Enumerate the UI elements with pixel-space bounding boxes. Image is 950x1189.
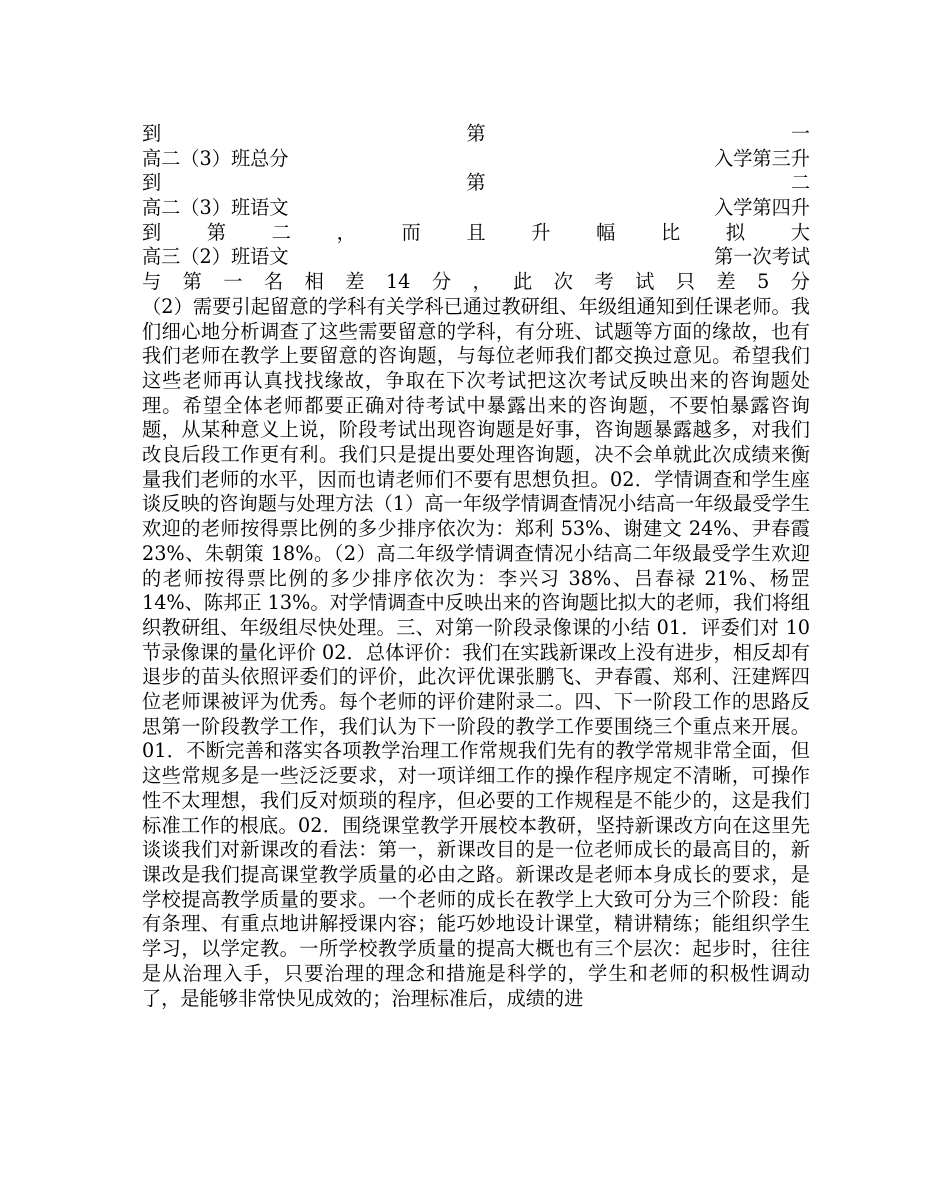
cell-text: 第 <box>466 122 486 145</box>
table-row <box>142 147 810 172</box>
cell-text: 分 <box>790 270 810 294</box>
table-row <box>142 196 810 221</box>
cell-text: 升 <box>531 220 551 244</box>
cell-text: 第 <box>182 270 202 294</box>
cell-text: 到 <box>142 171 162 195</box>
cell-text: ， <box>472 270 492 294</box>
row-label: 高三（2）班语文 <box>142 245 289 269</box>
table-row <box>142 171 810 196</box>
table-row <box>142 270 810 295</box>
cell-text: 幅 <box>596 220 616 244</box>
row-value: 第一次考试 <box>714 245 810 269</box>
row-value: 入学第三升 <box>714 146 810 170</box>
cell-text: 第 <box>206 220 227 244</box>
cell-text: 名 <box>263 270 284 294</box>
cell-text: ， <box>336 220 356 244</box>
cell-text: 相 <box>304 270 324 294</box>
row-label: 高二（3）班语文 <box>142 196 289 220</box>
cell-text: 一 <box>223 270 243 294</box>
table-row <box>142 221 810 246</box>
cell-text: 只 <box>675 270 695 294</box>
document-page <box>142 122 810 1011</box>
cell-text: 大 <box>790 220 810 244</box>
cell-text: 差 <box>716 270 736 294</box>
cell-text: 拟 <box>725 220 746 244</box>
cell-text: 此 <box>513 270 533 294</box>
cell-text: 到 <box>142 122 162 145</box>
cell-text: 比 <box>661 220 681 244</box>
cell-text: 到 <box>142 220 162 244</box>
body-paragraph: （2）需要引起留意的学科有关学科已通过教研组、年级组通知到任课老师。我们细心地分析调查了这些需要留意的学科，有分班、试题等方面的缘故，也有我们老师在教学上要留意的咨询题，与每位老师我们都交换过意见。希望我们这些老师再认真找找缘故，争取在下次考试把这次考试反映出来的咨询题处理。希望全体老师都要正确对待考试中暴露出来的咨询题，不要怕暴露咨询题，从某种意义上说，阶段考试出现咨询题是好事，咨询题暴露越多，对我们改良后段工作更有利。我们只是提出要处理咨询题，决不会单就此次成绩来衡量我们老师的水平，因而也请老师们不要有思想负担。02．学情调查和学生座谈反映的咨询题与处理方法（1）高一年级学情调查情况小结高一年级最受学生欢迎的老师按得票比例的多少排序依次为：郑利 53%、谢建文 24%、尹春霞 23%、朱朝策 18%。（2）高二年级学情调查情况小结高二年级最受学生欢迎的老师按得票比例的多少排序依次为：李兴习 38%、吕春禄 21%、杨罡 14%、陈邦正 13%。对学情调查中反映出来的咨询题比拟大的老师，我们将组织教研组、年级组尽快处理。三、对第一阶段录像课的小结 01．评委们对 10 节录像课的量化评价 02．总体评价：我们在实践新课改上没有进步，相反却有退步的苗头依照评委们的评价，此次评优课张鹏飞、尹春霞、郑利、汪建辉四位老师课被评为优秀。每个老师的评价建附录二。四、下一阶段工作的思路反思第一阶段教学工作，我们认为下一阶段的教学工作要围绕三个重点来开展。01．不断完善和落实各项教学治理工作常规我们先有的教学常规非常全面，但这些常规多是一些泛泛要求，对一项详细工作的操作程序规定不清晰，可操作性不太理想，我们反对烦琐的程序，但必要的工作规程是不能少的，这是我们标准工作的根底。02．围绕课堂教学开展校本教研，坚持新课改方向在这里先谈谈我们对新课改的看法：第一，新课改目的是一位老师成长的最高目的，新课改是我们提高课堂教学质量的必由之路。新课改是老师本身成长的要求，是学校提高教学质量的要求。一个老师的成长在教学上大致可分为三个阶段：能有条理、有重点地讲解授课内容；能巧妙地设计课堂，精讲精练；能组织学生学习，以学定教。一所学校教学质量的提高大概也有三个层次：起步时，往往是从治理入手，只要治理的理念和措施是科学的，学生和老师的积极性调动了，是能够非常快见成效的；治理标准后，成绩的进 <box>142 294 810 1010</box>
table-row <box>142 122 810 147</box>
row-value: 入学第四升 <box>714 196 810 220</box>
cell-text: 差 <box>345 270 365 294</box>
table-row <box>142 245 810 270</box>
cell-text: 二 <box>790 171 810 195</box>
cell-text: 14 <box>385 270 411 294</box>
cell-text: 次 <box>553 270 573 294</box>
cell-text: 而 <box>401 220 421 244</box>
cell-text: 与 <box>142 270 162 294</box>
cell-text: 二 <box>271 220 291 244</box>
cell-text: 5 <box>757 270 770 294</box>
cell-text: 分 <box>431 270 452 294</box>
cell-text: 一 <box>790 122 810 145</box>
cell-text: 试 <box>635 270 655 294</box>
row-label: 高二（3）班总分 <box>142 146 289 170</box>
cell-text: 且 <box>466 220 486 244</box>
cell-text: 考 <box>594 270 614 294</box>
cell-text: 第 <box>466 171 486 195</box>
